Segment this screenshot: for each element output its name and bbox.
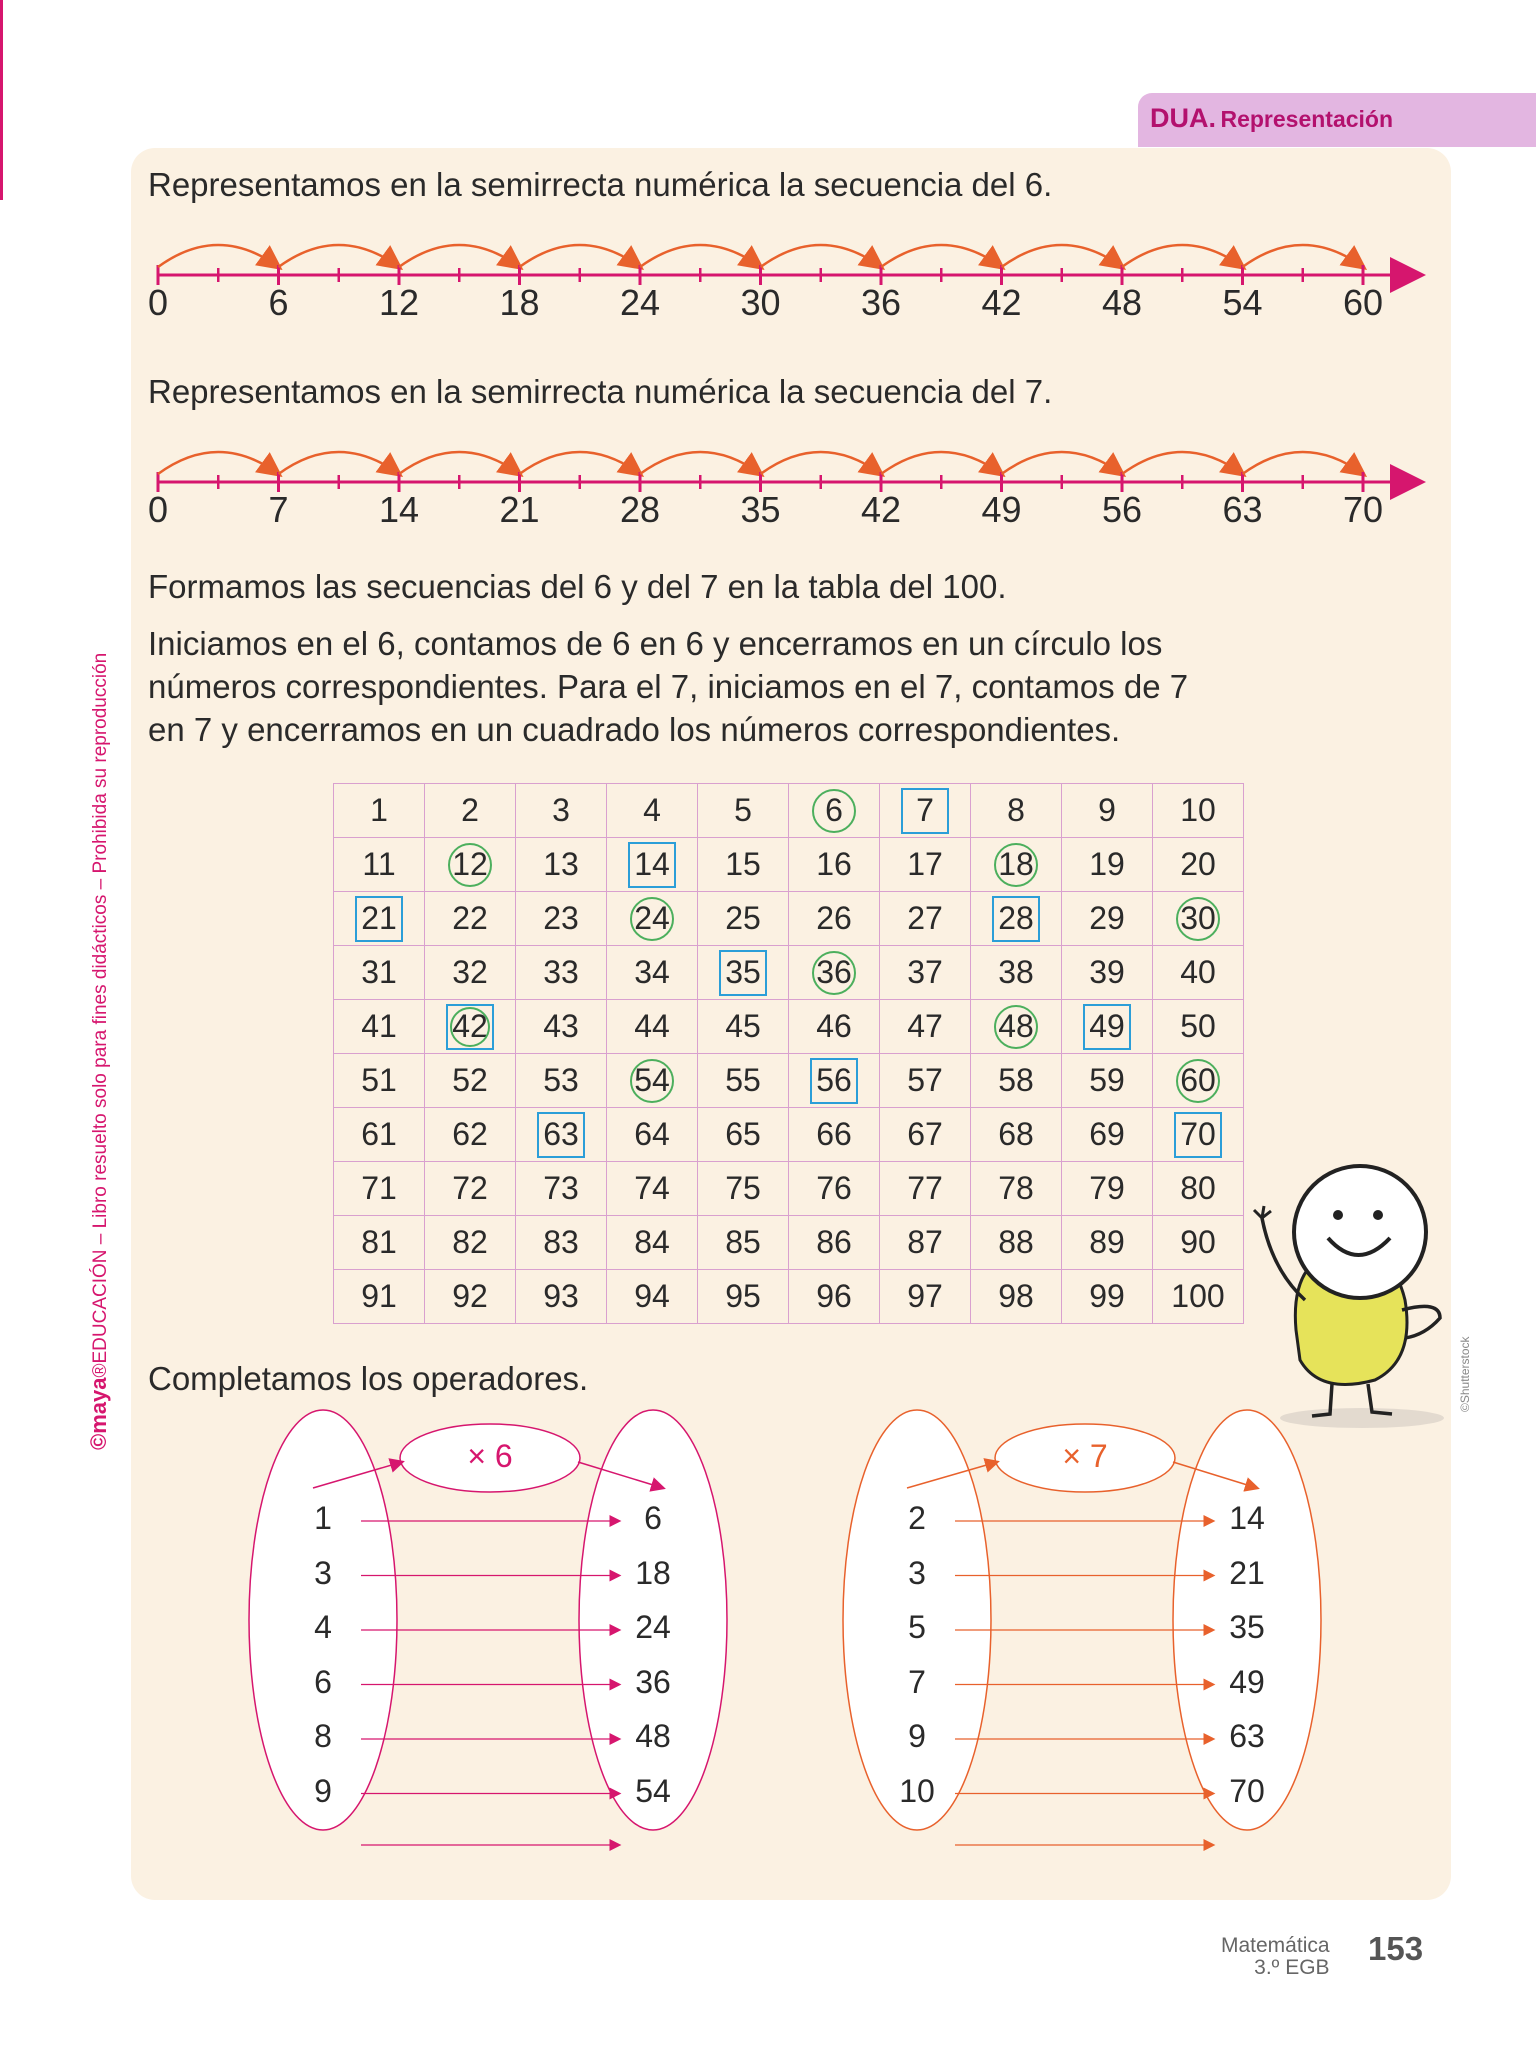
cell-number: 32 bbox=[452, 954, 488, 990]
cell-number: 95 bbox=[725, 1278, 761, 1314]
cell-number: 50 bbox=[1180, 1008, 1216, 1044]
dua-label: DUA. bbox=[1150, 103, 1216, 133]
cell-number: 30 bbox=[1180, 900, 1216, 936]
cell-number: 85 bbox=[725, 1224, 761, 1260]
operator-output-value: 18 bbox=[635, 1554, 671, 1591]
cell-number: 99 bbox=[1089, 1278, 1125, 1314]
cell-number: 51 bbox=[361, 1062, 397, 1098]
cell-number: 37 bbox=[907, 954, 943, 990]
cell-number: 75 bbox=[725, 1170, 761, 1206]
seq7-tick-label: 14 bbox=[378, 489, 420, 530]
cell-number: 5 bbox=[734, 792, 752, 828]
cell-number: 65 bbox=[725, 1116, 761, 1152]
seq7-tick-label: 7 bbox=[268, 489, 289, 530]
seq7-tick-label: 21 bbox=[499, 489, 540, 530]
cell-number: 4 bbox=[643, 792, 661, 828]
cell-number: 69 bbox=[1089, 1116, 1125, 1152]
cell-number: 45 bbox=[725, 1008, 761, 1044]
cell-number: 74 bbox=[634, 1170, 670, 1206]
cell-number: 33 bbox=[543, 954, 579, 990]
cell-number: 67 bbox=[907, 1116, 943, 1152]
footer-subject-name: Matemática bbox=[1221, 1934, 1330, 1957]
dua-sublabel: Representación bbox=[1220, 106, 1394, 132]
cell-number: 39 bbox=[1089, 954, 1125, 990]
cell-number: 68 bbox=[998, 1116, 1034, 1152]
cell-number: 15 bbox=[725, 846, 761, 882]
cell-number: 90 bbox=[1180, 1224, 1216, 1260]
cell-number: 62 bbox=[452, 1116, 488, 1152]
cell-number: 21 bbox=[361, 900, 397, 936]
seq7-tick-label: 35 bbox=[740, 489, 781, 530]
cell-number: 60 bbox=[1180, 1062, 1216, 1098]
operator-input-value: 6 bbox=[314, 1663, 332, 1700]
operator-input-value: 9 bbox=[314, 1772, 332, 1809]
cell-number: 9 bbox=[1098, 792, 1116, 828]
operator-input-value: 1 bbox=[314, 1500, 332, 1536]
cell-number: 26 bbox=[816, 900, 852, 936]
cell-number: 28 bbox=[998, 900, 1034, 936]
cell-number: 11 bbox=[362, 846, 396, 882]
footer-subject bbox=[1221, 1935, 1330, 1979]
operators-title: Completamos los operadores. bbox=[148, 1360, 589, 1397]
cell-number: 82 bbox=[452, 1224, 488, 1260]
operator-input-value: 10 bbox=[899, 1772, 935, 1809]
cell-number: 3 bbox=[552, 792, 570, 828]
cell-number: 96 bbox=[816, 1278, 852, 1314]
cell-number: 10 bbox=[1180, 792, 1216, 828]
cell-number: 2 bbox=[461, 792, 479, 828]
seq7-tick-label: 28 bbox=[619, 489, 661, 530]
seq7-tick-label: 42 bbox=[860, 489, 902, 530]
seq6-tick-label: 54 bbox=[1222, 282, 1263, 323]
seq7-title: Representamos en la semirrecta numérica la secuencia del 7. bbox=[148, 373, 1053, 410]
cell-number: 6 bbox=[825, 792, 843, 828]
cell-number: 97 bbox=[907, 1278, 943, 1314]
cell-number: 59 bbox=[1089, 1062, 1125, 1098]
cell-number: 100 bbox=[1171, 1278, 1225, 1314]
page-number: 153 bbox=[1368, 1930, 1424, 1967]
cell-number: 81 bbox=[361, 1224, 397, 1260]
operator-input-value: 9 bbox=[908, 1718, 926, 1754]
instruction-line-2: números correspondientes. Para el 7, iniciamos en el 7, contamos de 7 bbox=[148, 668, 1189, 705]
cell-number: 46 bbox=[816, 1008, 852, 1044]
cell-number: 54 bbox=[634, 1062, 670, 1098]
operator-label: × 7 bbox=[1062, 1438, 1108, 1474]
seq6-tick-label: 12 bbox=[378, 282, 420, 323]
operator-input-value: 2 bbox=[908, 1500, 926, 1536]
cell-number: 78 bbox=[998, 1170, 1034, 1206]
cell-number: 92 bbox=[452, 1278, 488, 1314]
cell-number: 77 bbox=[907, 1170, 943, 1206]
table-title: Formamos las secuencias del 6 y del 7 en la tabla del 100. bbox=[148, 568, 1007, 605]
cell-number: 55 bbox=[725, 1062, 761, 1098]
cell-number: 98 bbox=[998, 1278, 1034, 1314]
operator-input-value: 3 bbox=[908, 1554, 926, 1591]
cell-number: 80 bbox=[1180, 1170, 1216, 1206]
cell-number: 17 bbox=[907, 846, 943, 882]
operator-output-value: 70 bbox=[1229, 1772, 1265, 1809]
seq6-tick-label: 24 bbox=[619, 282, 661, 323]
cell-number: 25 bbox=[725, 900, 761, 936]
cell-number: 16 bbox=[816, 846, 852, 882]
cell-number: 23 bbox=[543, 900, 579, 936]
cell-number: 36 bbox=[816, 954, 852, 990]
cell-number: 31 bbox=[361, 954, 397, 990]
seq6-tick-label: 42 bbox=[981, 282, 1022, 323]
cell-number: 71 bbox=[361, 1170, 397, 1206]
cell-number: 14 bbox=[634, 846, 670, 882]
instruction-line-1: Iniciamos en el 6, contamos de 6 en 6 y encerramos en un círculo los bbox=[148, 625, 1163, 662]
operator-label: × 6 bbox=[467, 1438, 513, 1474]
cell-number: 79 bbox=[1089, 1170, 1125, 1206]
cell-number: 53 bbox=[543, 1062, 579, 1098]
side-rest-text: ®EDUCACIÓN – Libro resuelto solo para fines didácticos – Prohibida su reproducción bbox=[90, 652, 111, 1378]
cell-number: 18 bbox=[998, 846, 1034, 882]
cell-number: 42 bbox=[452, 1008, 488, 1044]
cell-number: 93 bbox=[543, 1278, 579, 1314]
seq6-tick-label: 0 bbox=[147, 282, 169, 323]
operator-output-value: 49 bbox=[1229, 1663, 1265, 1700]
cell-number: 40 bbox=[1180, 954, 1216, 990]
cell-number: 94 bbox=[634, 1278, 670, 1314]
seq6-tick-label: 48 bbox=[1101, 282, 1143, 323]
cell-number: 19 bbox=[1089, 846, 1125, 882]
operator-output-value: 14 bbox=[1229, 1500, 1265, 1536]
operator-output-value: 35 bbox=[1229, 1609, 1265, 1645]
operator-output-value: 48 bbox=[635, 1718, 671, 1754]
cell-number: 43 bbox=[543, 1008, 579, 1044]
operator-output-value: 36 bbox=[635, 1663, 671, 1700]
cell-number: 91 bbox=[361, 1278, 397, 1314]
seq7-tick-label: 70 bbox=[1342, 489, 1384, 530]
cell-number: 73 bbox=[543, 1170, 579, 1206]
operator-input-value: 5 bbox=[908, 1609, 926, 1645]
operator-input-value: 3 bbox=[314, 1554, 332, 1591]
cell-number: 66 bbox=[816, 1116, 852, 1152]
operator-output-value: 21 bbox=[1229, 1554, 1265, 1591]
cell-number: 64 bbox=[634, 1116, 670, 1152]
cell-number: 24 bbox=[634, 900, 670, 936]
operator-output-value: 63 bbox=[1229, 1718, 1265, 1754]
cell-number: 83 bbox=[543, 1224, 579, 1260]
cell-number: 8 bbox=[1007, 792, 1025, 828]
cell-number: 52 bbox=[452, 1062, 488, 1098]
brand-logo-text: ©maya bbox=[86, 1377, 111, 1450]
image-credit: ©Shutterstock bbox=[1458, 1336, 1472, 1412]
cell-number: 35 bbox=[725, 954, 761, 990]
seq7-tick-label: 56 bbox=[1101, 489, 1143, 530]
operator-output-value: 24 bbox=[635, 1609, 671, 1645]
cell-number: 48 bbox=[998, 1008, 1034, 1044]
operator-input-value: 4 bbox=[314, 1609, 332, 1645]
operator-output-value: 6 bbox=[644, 1500, 662, 1536]
cell-number: 47 bbox=[907, 1008, 943, 1044]
seq6-tick-label: 60 bbox=[1342, 282, 1384, 323]
cell-number: 86 bbox=[816, 1224, 852, 1260]
cell-number: 29 bbox=[1089, 900, 1125, 936]
operator-input-value: 7 bbox=[908, 1663, 926, 1700]
cell-number: 76 bbox=[816, 1170, 852, 1206]
seq6-tick-label: 30 bbox=[740, 282, 781, 323]
cell-number: 58 bbox=[998, 1062, 1034, 1098]
instruction-line-3: en 7 y encerramos en un cuadrado los números correspondientes. bbox=[148, 711, 1121, 748]
cell-number: 72 bbox=[452, 1170, 488, 1206]
cell-number: 89 bbox=[1089, 1224, 1125, 1260]
cell-number: 87 bbox=[907, 1224, 943, 1260]
cell-number: 27 bbox=[907, 900, 943, 936]
cell-number: 84 bbox=[634, 1224, 670, 1260]
cell-number: 56 bbox=[816, 1062, 852, 1098]
cell-number: 41 bbox=[361, 1008, 397, 1044]
seq7-tick-label: 49 bbox=[981, 489, 1022, 530]
cell-number: 57 bbox=[907, 1062, 943, 1098]
cell-number: 20 bbox=[1180, 846, 1216, 882]
seq6-tick-label: 18 bbox=[499, 282, 540, 323]
cell-number: 70 bbox=[1180, 1116, 1216, 1152]
cell-number: 38 bbox=[998, 954, 1034, 990]
seq7-tick-label: 63 bbox=[1222, 489, 1263, 530]
cell-number: 13 bbox=[543, 846, 579, 882]
seq7-tick-label: 0 bbox=[147, 489, 169, 530]
cell-number: 7 bbox=[916, 792, 934, 828]
cell-number: 63 bbox=[543, 1116, 579, 1152]
seq6-tick-label: 36 bbox=[860, 282, 902, 323]
operator-input-value: 8 bbox=[314, 1718, 332, 1754]
cell-number: 1 bbox=[370, 792, 388, 828]
footer-grade: 3.º EGB bbox=[1254, 1956, 1330, 1979]
cell-number: 22 bbox=[452, 900, 488, 936]
cell-number: 49 bbox=[1089, 1008, 1125, 1044]
cell-number: 12 bbox=[452, 846, 488, 882]
cell-number: 61 bbox=[361, 1116, 397, 1152]
cell-number: 44 bbox=[634, 1008, 670, 1044]
cell-number: 34 bbox=[634, 954, 670, 990]
seq6-tick-label: 6 bbox=[268, 282, 289, 323]
cell-number: 88 bbox=[998, 1224, 1034, 1260]
seq6-title: Representamos en la semirrecta numérica la secuencia del 6. bbox=[148, 166, 1053, 203]
operator-output-value: 54 bbox=[635, 1772, 671, 1809]
